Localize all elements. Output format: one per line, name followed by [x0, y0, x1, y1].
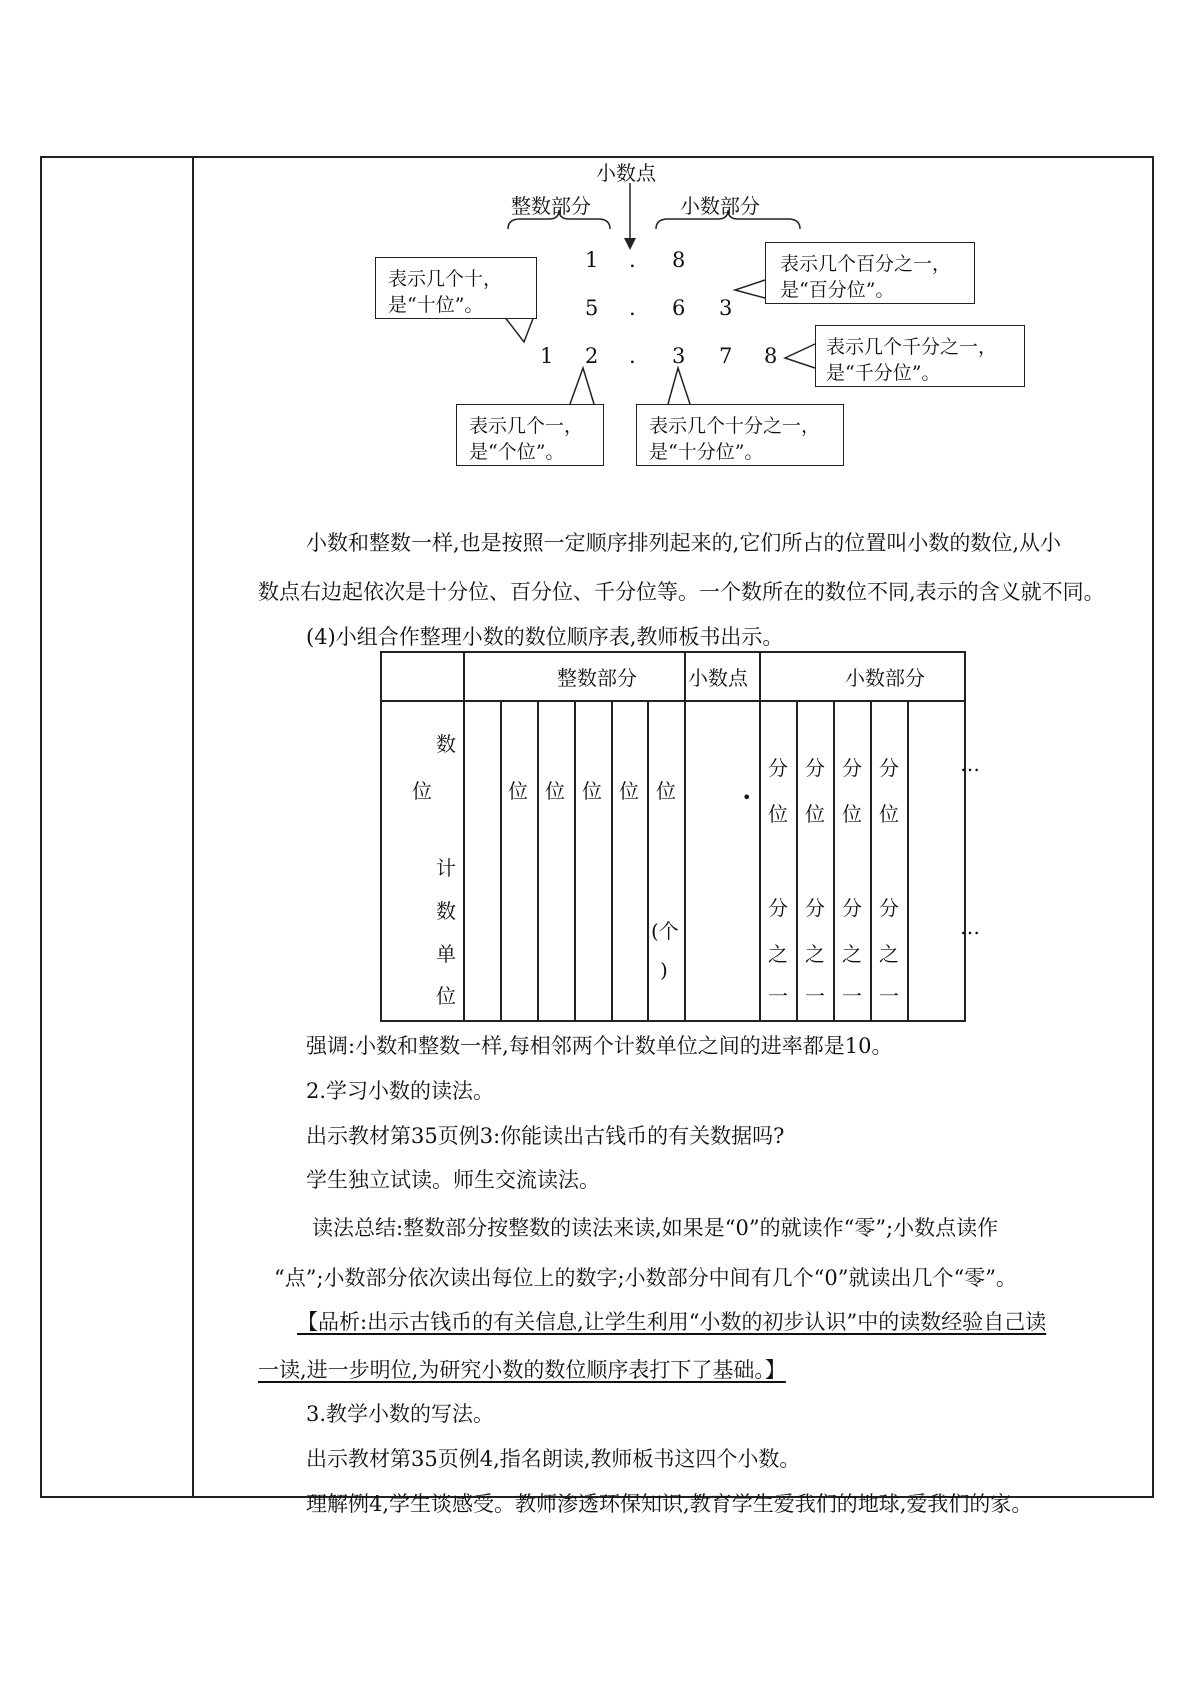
row-label: 数	[436, 899, 456, 923]
decimal-cell: 分	[768, 756, 788, 780]
section-heading: 3.教学小数的写法。	[306, 1402, 495, 1426]
callout-tens: 表示几个十， 是“十位”。	[375, 257, 537, 319]
callout-ones: 表示几个一， 是“个位”。	[456, 404, 604, 466]
place-cell: 位	[582, 779, 602, 803]
text-line: 出示教材第35页例4,指名朗读,教师板书这四个小数。	[306, 1447, 801, 1471]
digit: 8	[672, 248, 686, 272]
ellipsis: …	[960, 752, 980, 776]
analysis-line: 一读,进一步明位,为研究小数的数位顺序表打下了基础。】	[258, 1358, 786, 1382]
callout-tenths: 表示几个十分之一， 是“十分位”。	[636, 404, 844, 466]
digit: .	[629, 248, 636, 272]
text-line: 学生独立试读。师生交流读法。	[306, 1168, 600, 1192]
paragraph-line: (4)小组合作整理小数的数位顺序表,教师板书出示。	[306, 625, 784, 649]
digit: 2	[585, 344, 599, 368]
digit: 5	[585, 296, 599, 320]
digit: .	[629, 296, 636, 320]
decimal-unit: 一	[842, 984, 862, 1008]
decimal-part-label: 小数部分	[680, 194, 760, 218]
analysis-line: 【品析:出示古钱币的有关信息,让学生利用“小数的初步认识”中的读数经验自己读	[297, 1310, 1047, 1334]
ones-unit: )	[660, 958, 668, 982]
header-decimal: 小数部分	[845, 666, 925, 690]
row-label: 位	[436, 984, 456, 1008]
text-line: 读法总结:整数部分按整数的读法来读,如果是“0”的就读作“零”;小数点读作	[312, 1216, 999, 1240]
decimal-unit: 分	[805, 896, 825, 920]
decimal-unit: 一	[805, 984, 825, 1008]
digit: 3	[719, 296, 733, 320]
row-label: 位	[412, 779, 432, 803]
decimal-unit: 一	[879, 984, 899, 1008]
decimal-cell: 分	[842, 756, 862, 780]
digit: .	[629, 344, 636, 368]
decimal-point-symbol: •	[742, 788, 752, 807]
digit: 7	[719, 344, 733, 368]
decimal-cell: 位	[805, 802, 825, 826]
row-label: 数	[436, 732, 456, 756]
header-point: 小数点	[688, 666, 748, 690]
text-line: 出示教材第35页例3:你能读出古钱币的有关数据吗?	[306, 1124, 785, 1148]
decimal-cell: 位	[842, 802, 862, 826]
decimal-cell: 分	[879, 756, 899, 780]
ellipsis: …	[960, 915, 980, 939]
decimal-unit: 之	[805, 942, 825, 966]
paragraph-line: 数点右边起依次是十分位、百分位、千分位等。一个数所在的数位不同,表示的含义就不同。	[258, 580, 1105, 604]
integer-part-label: 整数部分	[511, 194, 591, 218]
text-line: “点”;小数部分依次读出每位上的数字;小数部分中间有几个“0”就读出几个“零”。	[274, 1266, 1017, 1290]
place-cell: 位	[656, 779, 676, 803]
digit: 1	[585, 248, 599, 272]
decimal-unit: 分	[842, 896, 862, 920]
digit: 8	[764, 344, 778, 368]
decimal-cell: 位	[768, 802, 788, 826]
row-label: 计	[436, 856, 456, 880]
section-heading: 2.学习小数的读法。	[306, 1079, 495, 1103]
place-cell: 位	[619, 779, 639, 803]
decimal-point-label: 小数点	[596, 161, 656, 185]
place-cell: 位	[508, 779, 528, 803]
digit: 1	[540, 344, 554, 368]
ones-unit: (个	[651, 919, 679, 943]
paragraph-line: 小数和整数一样,也是按照一定顺序排列起来的,它们所占的位置叫小数的数位,从小	[306, 531, 1062, 555]
digit: 3	[672, 344, 686, 368]
text-line: 理解例4,学生谈感受。教师渗透环保知识,教育学生爱我们的地球,爱我们的家。	[306, 1492, 1033, 1516]
decimal-unit: 分	[768, 896, 788, 920]
callout-hundredths: 表示几个百分之一， 是“百分位”。	[765, 242, 975, 304]
place-cell: 位	[545, 779, 565, 803]
row-label: 单	[436, 942, 456, 966]
header-integer: 整数部分	[557, 666, 637, 690]
emphasis-line: 强调:小数和整数一样,每相邻两个计数单位之间的进率都是10。	[306, 1034, 893, 1058]
decimal-unit: 之	[842, 942, 862, 966]
callout-thousandths: 表示几个千分之一， 是“千分位”。	[815, 325, 1025, 387]
decimal-unit: 之	[768, 942, 788, 966]
digit: 6	[672, 296, 686, 320]
decimal-unit: 分	[879, 896, 899, 920]
decimal-cell: 分	[805, 756, 825, 780]
decimal-unit: 一	[768, 984, 788, 1008]
decimal-cell: 位	[879, 802, 899, 826]
decimal-unit: 之	[879, 942, 899, 966]
